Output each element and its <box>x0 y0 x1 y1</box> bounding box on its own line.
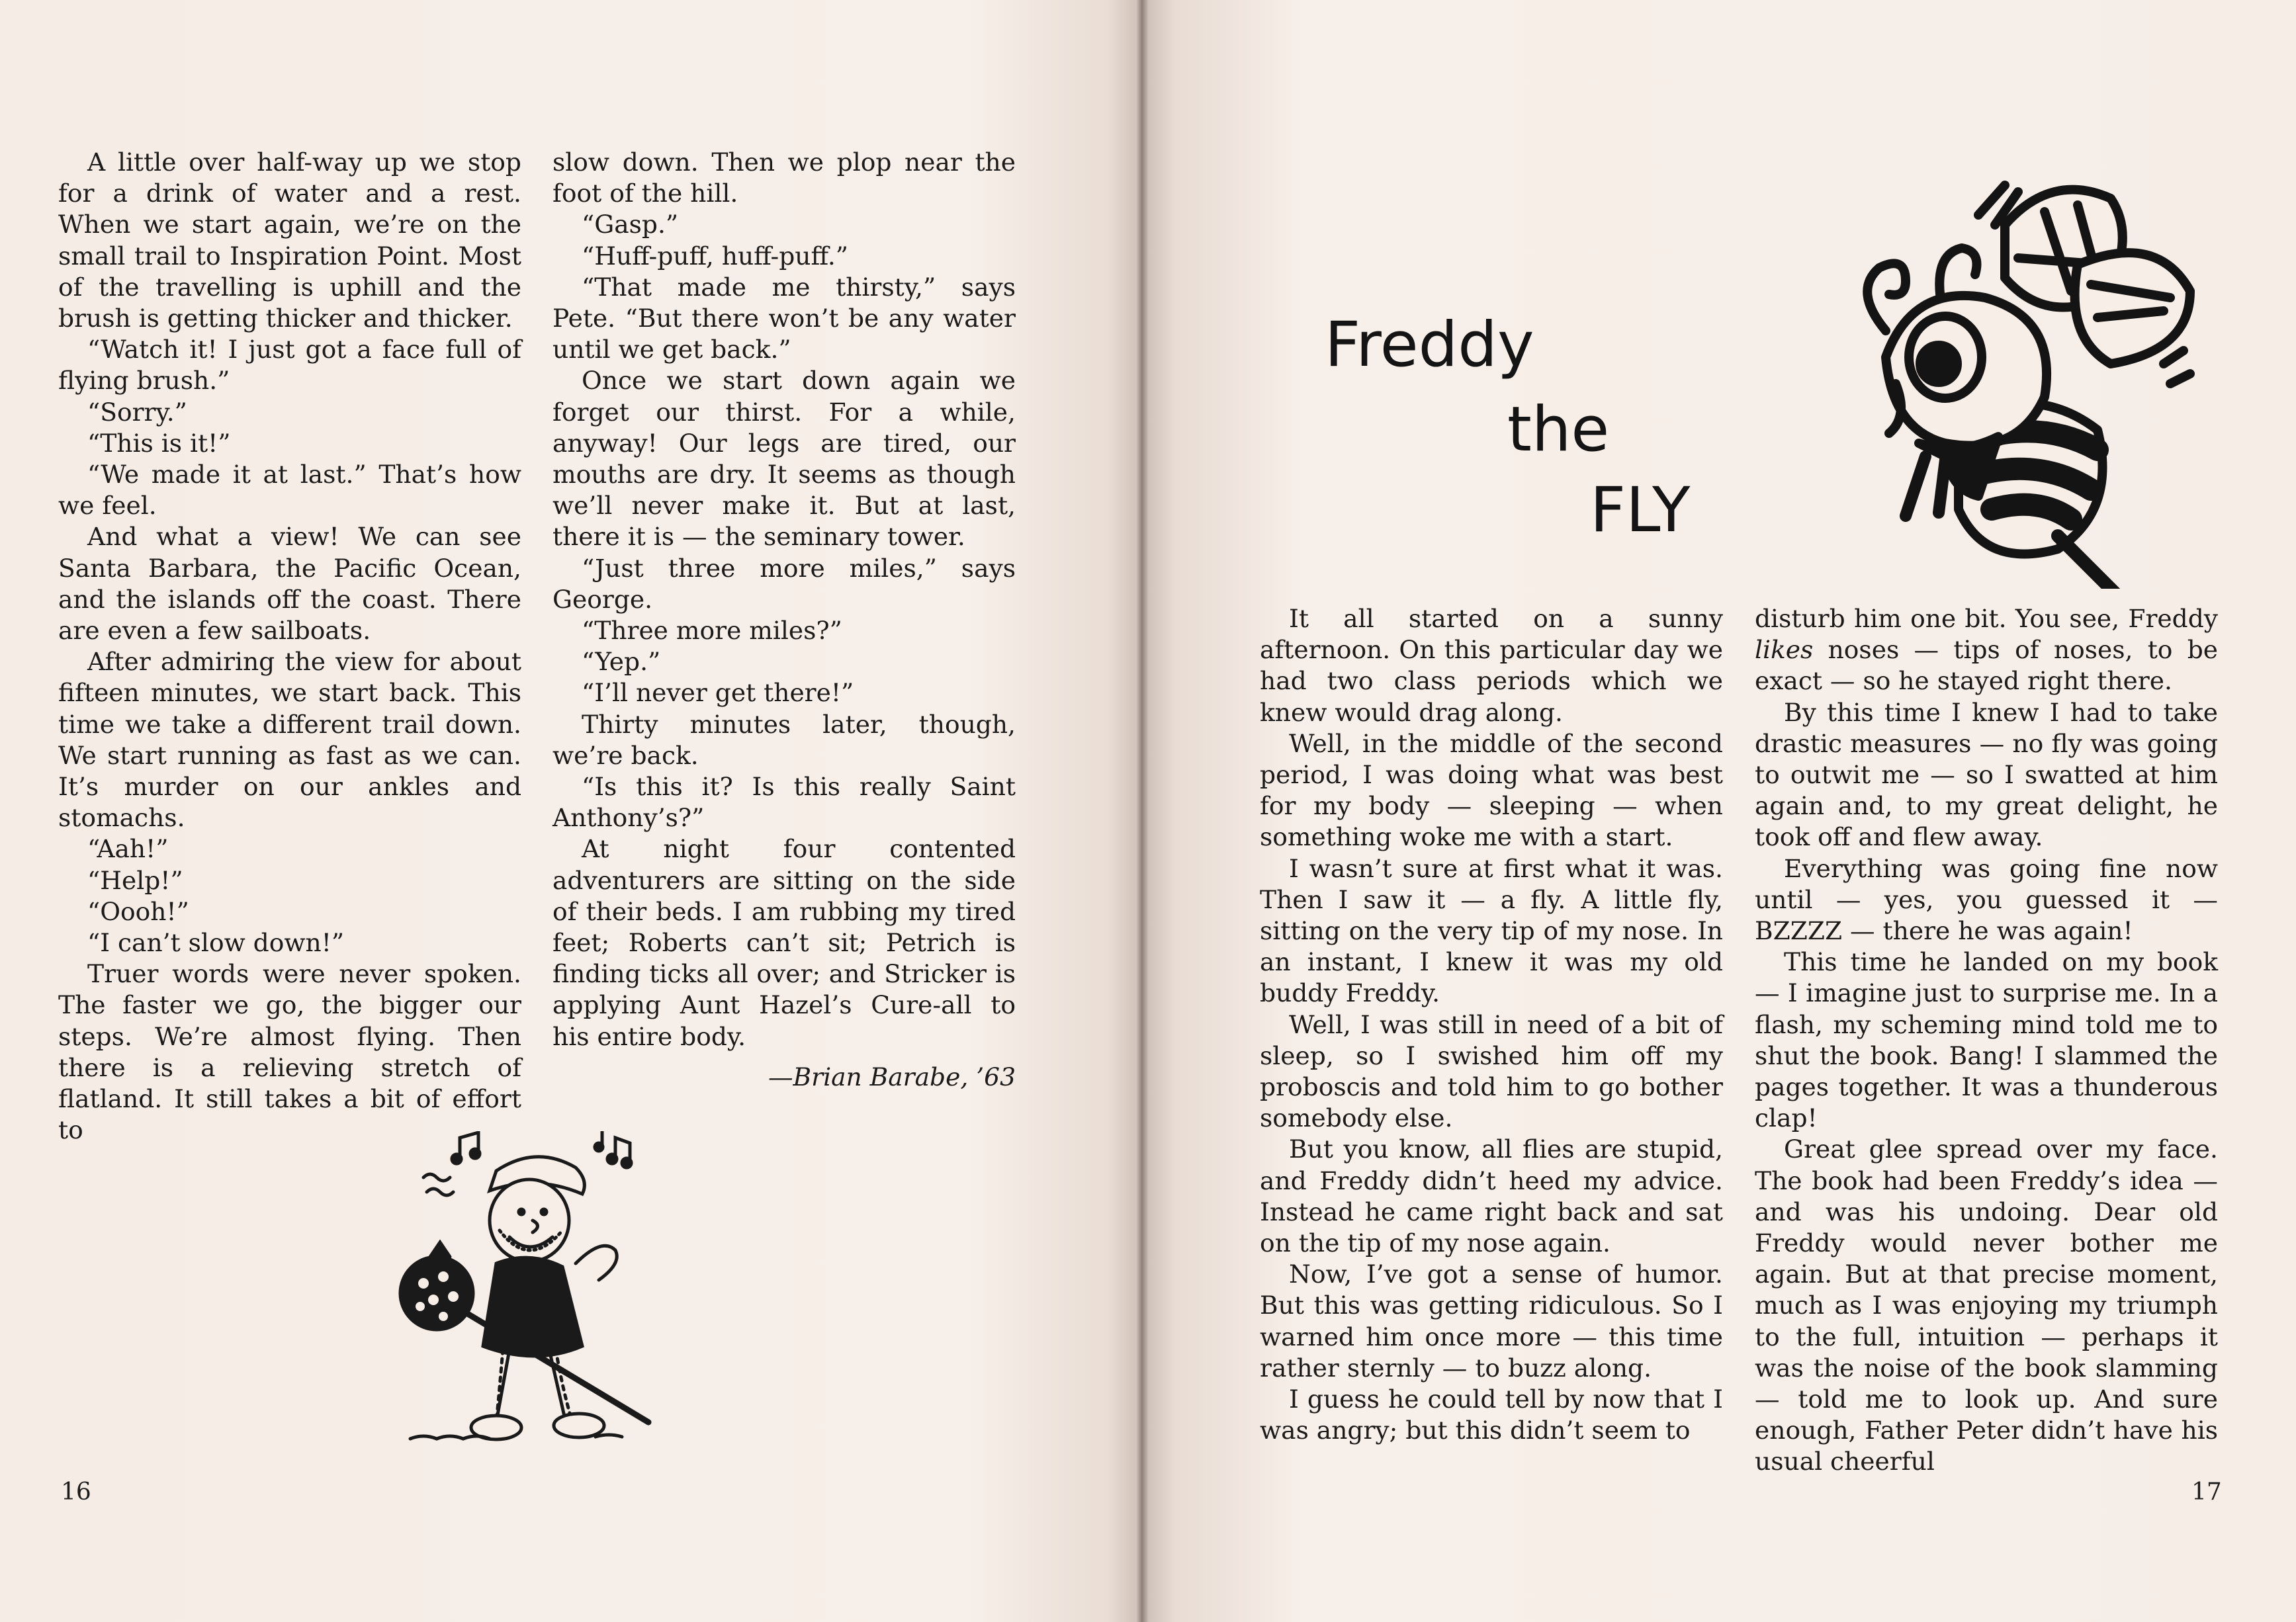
paragraph: “Watch it! I just got a face full of flying brush.” <box>58 335 521 396</box>
left-column-2 <box>552 147 1016 1093</box>
paragraph: “Oooh!” <box>87 896 189 926</box>
paragraph: And what a view! We can see Santa Barbara, the Pacific Ocean, and the islands off the coast. There are even a few sailboats. <box>58 522 521 646</box>
paragraph: “We made it at last.” That’s how we feel. <box>58 460 521 521</box>
left-column-1 <box>58 147 521 1146</box>
left-col2-first-line: slow down. Then we plop near the foot of the hill. <box>552 148 1016 208</box>
title-word-fly: FLY <box>1590 474 1691 546</box>
paragraph: Now, I’ve got a sense of humor. But this was getting ridiculous. So I warned him once more — this time rather sternly — to buzz along. <box>1260 1259 1723 1383</box>
paragraph: “Help!” <box>87 865 183 895</box>
author-signature: —Brian Barabe, ’63 <box>768 1062 1016 1091</box>
paragraph: I guess he could tell by now that I was angry; but this didn’t seem to <box>1260 1385 1723 1445</box>
paragraph: After admiring the view for about fifteen minutes, we start back. This time we take a different trail down. We start running as fast as we can. It’s murder on our ankles and stomachs. <box>58 647 521 833</box>
paragraph: “Yep.” <box>582 647 661 677</box>
paragraph: By this time I knew I had to take drastic measures — no fly was going to outwit me — so I swatted at him again and, to my great delight, he took off and flew away. <box>1755 697 2218 852</box>
right-col2-first-line: disturb him one bit. You see, Freddy likes noses — tips of noses, to be exact — so he stayed right there. <box>1755 604 2218 696</box>
paragraph: Once we start down again we forget our thirst. For a while, anyway! Our legs are tired, our mouths are dry. It seems as though we’ll never make it. But at last, there it is — the seminary tower. <box>552 366 1016 552</box>
page-number-right: 17 <box>2191 1478 2222 1506</box>
title-word-freddy: Freddy <box>1325 309 1534 381</box>
paragraph: “Huff-puff, huff-puff.” <box>582 241 848 271</box>
left-col2-paragraphs <box>552 209 1016 1052</box>
paragraph: “Aah!” <box>87 834 169 864</box>
hobo-cartoon-icon <box>397 1131 688 1442</box>
paragraph: Great glee spread over my face. The book had been Freddy’s idea — and was his undoing. Dear old Freddy would never bother me again. But at that precise moment, much as I was enjoying my triumph to the full, intuition — perhaps it was the noise of the book slamming — told me to look up. And sure enough, Father Peter didn’t have his usual cheerful <box>1755 1134 2218 1476</box>
paragraph: Well, in the middle of the second period, I was doing what was best for my body — sleeping — when something woke me with a start. <box>1260 728 1723 852</box>
right-col2-paragraphs <box>1755 697 2218 1478</box>
paragraph: “Is this it? Is this really Saint Anthony’s?” <box>552 772 1016 833</box>
paragraph: It all started on a sunny afternoon. On this particular day we had two class periods which we knew would drag along. <box>1260 604 1723 727</box>
paragraph: “Gasp.” <box>582 210 679 239</box>
paragraph: Truer words were never spoken. The faster we go, the bigger our steps. We’re almost flying. Then there is a relieving stretch of flatland. It still takes a bit of effort to <box>58 959 521 1145</box>
book-gutter <box>1135 0 1149 1622</box>
paragraph: “This is it!” <box>87 428 231 458</box>
paragraph: Thirty minutes later, though, we’re back. <box>552 709 1016 770</box>
paragraph: “Sorry.” <box>87 397 187 427</box>
paragraph: “Just three more miles,” says George. <box>552 553 1016 614</box>
fly-cartoon-icon <box>1839 165 2210 589</box>
paragraph: “Three more miles?” <box>582 616 842 646</box>
paragraph: “That made me thirsty,” says Pete. “But there won’t be any water until we get back.” <box>552 272 1016 364</box>
right-column-2 <box>1755 603 2218 1478</box>
page-number-left: 16 <box>61 1478 91 1506</box>
paragraph: At night four contented adventurers are sitting on the side of their beds. I am rubbing my tired feet; Roberts can’t sit; Petrich is finding ticks all over; and Stricker is applying Aunt Hazel’s Cure-all to his entire body. <box>552 834 1016 1051</box>
paragraph: “I’ll never get there!” <box>582 678 854 708</box>
title-word-the: the <box>1507 394 1610 466</box>
paragraph: But you know, all flies are stupid, and Freddy didn’t heed my advice. Instead he came right back and sat on the tip of my nose again. <box>1260 1134 1723 1258</box>
paragraph: “I can’t slow down!” <box>87 928 345 958</box>
paragraph: Well, I was still in need of a bit of sleep, so I swished him off my proboscis and told him to go bother somebody else. <box>1260 1009 1723 1133</box>
paragraph: Everything was going fine now until — yes, you guessed it — BZZZZ — there he was again! <box>1755 853 2218 946</box>
paragraph: This time he landed on my book — I imagine just to surprise me. In a flash, my scheming mind told me to shut the book. Bang! I slammed the pages together. It was a thunderous clap! <box>1755 947 2218 1133</box>
paragraph: A little over half-way up we stop for a drink of water and a rest. When we start again, we’re on the small trail to Inspiration Point. Most of the travelling is uphill and the brush is getting thicker and thicker. <box>58 148 521 333</box>
right-column-1 <box>1260 603 1723 1446</box>
paragraph: I wasn’t sure at first what it was. Then I saw it — a fly. A little fly, sitting on the very tip of my nose. In an instant, I knew it was my old buddy Freddy. <box>1260 853 1723 1008</box>
